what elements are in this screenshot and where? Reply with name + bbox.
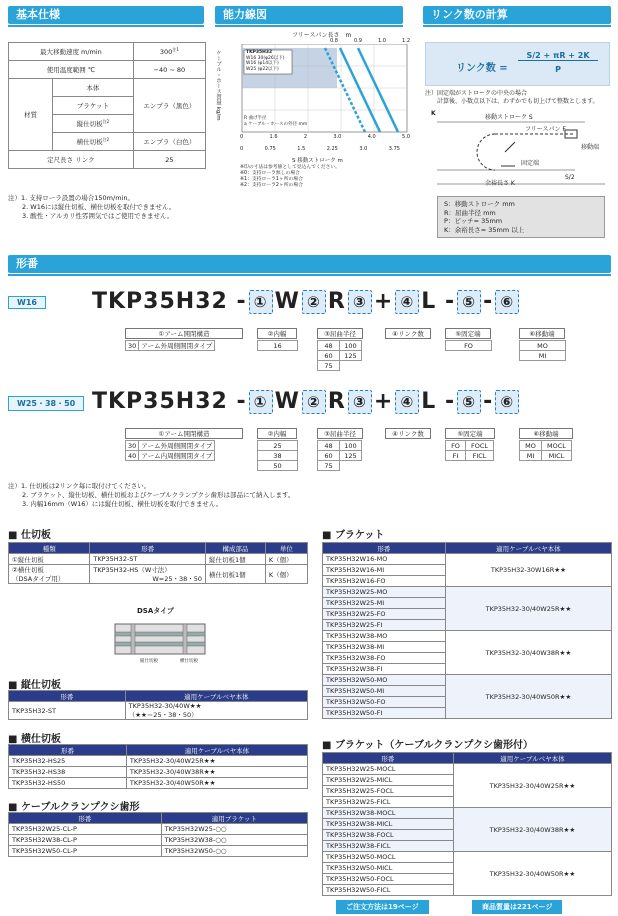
order-link[interactable]: ご注文方法は19ページ — [336, 900, 429, 914]
calc-move-label: 移動端 — [581, 144, 600, 151]
calc-span-label: フリースパン F — [525, 126, 566, 133]
chart-top-label: フリースパン長さ m — [292, 32, 352, 39]
calc-diagram-svg — [425, 110, 613, 194]
calc-k-label: 余裕長さ K — [485, 180, 515, 187]
chart-x-ticks: 0 1.6 2 3.0 4.0 5.0 — [240, 134, 410, 140]
w25-tag: W25・38・50 — [8, 396, 84, 411]
table-row — [323, 554, 612, 565]
spec-label: ブラケット — [53, 97, 134, 115]
part-number-cell: TKP35H32W38-MO — [323, 631, 446, 642]
table-row — [323, 675, 612, 686]
w25-opt6-header: ⑥移動端 — [519, 428, 573, 439]
applicable-body-cell: TKP35H32-30/40W50R★★ — [453, 852, 611, 896]
clamp-table: 形番 適用ブラケット TKP35H32W25-CL-P TKP35H32W25-○○ TKP35H32W38-CL-P TKP35H32W38-○○ TKP35H32W50-CL-P TKP35H32W50-○○ — [8, 812, 308, 857]
spec-value: エンプラ（白色） — [133, 133, 205, 151]
w16-opt3-header: ③屈曲半径 — [317, 328, 363, 339]
w25-opt4-header: ④リンク数 — [385, 428, 431, 439]
spec-material-label: 材質 — [9, 79, 53, 151]
part-number-cell: TKP35H32W50-MICL — [323, 863, 454, 874]
part-number-cell: TKP35H32W25-FOCL — [323, 786, 454, 797]
chart-notes: ※印の寸法は参考値として見込んでください。 ※0：支持ローラ無しの場合 ※1：支持ローラ1ヶ所の場合 ※2：支持ローラ2ヶ所の場合 — [240, 165, 340, 188]
w25-opt3-header: ③屈曲半径 — [317, 428, 363, 439]
w16-opt2-table: 16 — [257, 340, 298, 351]
chart-ylabel: ケーブル・ホース質量 kg/m — [215, 50, 221, 121]
dsa-label: DSAタイプ — [137, 607, 174, 615]
w16-opt1-table: 30 アーム外周側開閉タイプ — [125, 340, 215, 351]
spec-notes: 注）1. 支持ローラ設置の場合150m/min。 2. W16には縦仕切板、横仕切板を取付できません。 3. 酸性・アルカリ性雰囲気ではご使用できません。 — [8, 194, 176, 220]
part-number-cell: TKP35H32W38-FICL — [323, 841, 454, 852]
chart-legend: TKP35H32 W16 30(φ26以下) W16 (φ14以下) W25 (φ22以下) — [246, 50, 285, 72]
dsa-figure — [105, 618, 215, 668]
w16-model-code: TKP35H32 - ① W ② R ③ + ④ L - ⑤ - ⑥ — [92, 289, 521, 314]
capacity-header: 能力線図 — [215, 6, 403, 24]
model-notes: 注）1. 仕切板は2リンク毎に取付けてください。 2. ブラケット、縦仕切板、横仕切板およびケーブルクランプクシ歯形は部品にて納入します。 3. 内幅16mm（W16）には縦仕切板、横仕切板を取付できません。 — [8, 482, 295, 508]
formula-box — [425, 42, 610, 86]
partition-table: 種類 形番 構成部品 単位 ①縦仕切板 TKP35H32-ST 縦仕切板1個 K（個） ②横仕切板 （DSAタイプ用） TKP35H32-HS（W寸法） W=25・38・50 横仕切板1個 K（個） — [8, 542, 308, 584]
w16-opt5-header: ⑤固定端 — [445, 328, 491, 339]
bracket-table: 形番 適用ケーブルベヤ本体 TKP35H32W16-MO TKP35H32-30W16R★★ TKP35H32W16-MI TKP35H32W16-FO TKP35H32W25-MO TKP35H32-30/40W25R★★ TKP35H32W25-MI TKP35H32W25-FO TKP35H32W25-FI TKP35H32W38-MO TKP35H32-30/40W38R★★ TKP35H32W38-MI TKP35H32W38-FO TKP35H32W38-FI TKP35H32W50-MO TKP35H32-30/40W50R★★ TKP35H32W50-MI TKP35H32W50-FO TKP35H32W50-FI — [322, 542, 612, 719]
w16-opt6-header: ⑥移動端 — [519, 328, 565, 339]
capacity-chart — [212, 30, 412, 200]
part-number-cell: TKP35H32W25-MICL — [323, 775, 454, 786]
w16-opt4-header: ④リンク数 — [385, 328, 431, 339]
table-row — [323, 764, 612, 775]
chart-x-ticks-2: 0 0.75 1.5 2.25 3.0 3.75 — [240, 146, 400, 152]
spec-label: 本体 — [53, 79, 134, 97]
spec-header: 基本仕様 — [8, 6, 204, 24]
applicable-body-cell: TKP35H32-30/40W38R★★ — [453, 808, 611, 852]
part-number-cell: TKP35H32W38-FI — [323, 664, 446, 675]
part-number-cell: TKP35H32W25-MO — [323, 587, 446, 598]
applicable-body-cell: TKP35H32-30W16R★★ — [445, 554, 611, 587]
calc-header: リンク数の計算 — [423, 6, 611, 24]
dsa-fig-label-1: 縦仕切板 — [140, 659, 158, 664]
weight-link[interactable]: 商品質量は221ページ — [472, 900, 562, 914]
w25-options — [125, 428, 605, 478]
w25-opt1-header: ①アーム開閉構造 — [125, 428, 243, 439]
w25-model-code: TKP35H32 - ① W ② R ③ + ④ L - ⑤ - ⑥ — [92, 389, 521, 414]
w25-opt3-table: 48 100 60 125 75 — [317, 440, 362, 471]
chart-top-ticks: 0.8 0.9 1.0 1.2 — [330, 38, 410, 44]
formula-numer: S/2 + πR + 2K — [518, 51, 598, 61]
part-number-cell: TKP35H32W50-FICL — [323, 885, 454, 896]
formula-lhs: リンク数 = — [456, 63, 508, 74]
part-number-cell: TKP35H32W25-FI — [323, 620, 446, 631]
applicable-body-cell: TKP35H32-30/40W25R★★ — [453, 764, 611, 808]
spec-label: 定尺長さ リンク — [9, 151, 134, 169]
part-number-cell: TKP35H32W38-MI — [323, 642, 446, 653]
part-number-cell: TKP35H32W50-MI — [323, 686, 446, 697]
part-number-cell: TKP35H32W50-FO — [323, 697, 446, 708]
w25-opt2-table: 25 38 50 — [257, 440, 298, 471]
vpart-table: 形番 適用ケーブルベヤ本体 TKP35H32-ST TKP35H32-30/40W★★ （★★＝25・38・50） — [8, 690, 308, 720]
spec-label: 横仕切板$^{注2}$ — [53, 133, 134, 151]
w16-options — [125, 328, 595, 378]
applicable-body-cell: TKP35H32-30/40W38R★★ — [445, 631, 611, 675]
part-number-cell: TKP35H32W38-MOCL — [323, 808, 454, 819]
part-number-cell: TKP35H32W50-FOCL — [323, 874, 454, 885]
table-row — [323, 587, 612, 598]
table-row — [323, 808, 612, 819]
spec-label: 最大移動速度 m/min — [9, 43, 134, 61]
spec-value: 300$^{注1}$ — [133, 43, 205, 61]
chart-xlabel: S 移動ストローク m — [292, 158, 343, 164]
bracket2-table: 形番 適用ケーブルベヤ本体 TKP35H32W25-MOCL TKP35H32-30/40W25R★★ TKP35H32W25-MICL TKP35H32W25-FOCL TKP35H32W25-FICL TKP35H32W38-MOCL TKP35H32-30/40W38R★★ TKP35H32W38-MICL TKP35H32W38-FOCL TKP35H32W38-FICL TKP35H32W50-MOCL TKP35H32-30/40W50R★★ TKP35H32W50-MICL TKP35H32W50-FOCL TKP35H32W50-FICL — [322, 752, 612, 896]
partition-title: ■ 仕切板 — [8, 526, 51, 541]
table-row — [323, 852, 612, 863]
spec-value: −40 ∼ 80 — [133, 61, 205, 79]
hpart-table: 形番 適用ケーブルベヤ本体 TKP35H32-HS25 TKP35H32-30/40W25R★★ TKP35H32-HS38 TKP35H32-30/40W38R★★ TKP35H32-HS50 TKP35H32-30/40W50R★★ — [8, 744, 308, 789]
part-number-cell: TKP35H32W50-MOCL — [323, 852, 454, 863]
formula-denom: P — [555, 65, 561, 74]
w25-opt5-table: FO FOCL FI FICL — [445, 440, 494, 461]
spec-table — [8, 42, 206, 169]
calc-half-label: S/2 — [565, 174, 575, 181]
part-number-cell: TKP35H32W25-MOCL — [323, 764, 454, 775]
applicable-body-cell: TKP35H32-30/40W25R★★ — [445, 587, 611, 631]
spec-value: 25 — [133, 151, 205, 169]
part-number-cell: TKP35H32W25-FICL — [323, 797, 454, 808]
model-header: 形番 — [8, 255, 611, 273]
spec-label: 縦仕切板$^{注2}$ — [53, 115, 134, 133]
w16-tag: W16 — [8, 296, 46, 309]
part-number-cell: TKP35H32W16-FO — [323, 576, 446, 587]
calc-k-top: K — [431, 110, 436, 117]
calc-notes: 注）固定端がストロークの中央の場合 計算後、小数点以下は、わずかでも切上げて整数とします。 — [425, 90, 599, 105]
part-number-cell: TKP35H32W25-FO — [323, 609, 446, 620]
bracket-title: ■ ブラケット — [322, 526, 384, 541]
part-number-cell: TKP35H32W50-MO — [323, 675, 446, 686]
part-number-cell: TKP35H32W16-MI — [323, 565, 446, 576]
w16-opt5-table: FO — [445, 340, 492, 351]
calc-legend: S：移動ストローク mm R：屈曲半径 mm P：ピッチ= 35mm K：余裕長さ= 35mm 以上 — [437, 196, 605, 238]
hpart-title: ■ 横仕切板 — [8, 730, 61, 745]
part-number-cell: TKP35H32W25-MI — [323, 598, 446, 609]
w16-opt2-header: ②内幅 — [257, 328, 297, 339]
w25-opt5-header: ⑤固定端 — [445, 428, 495, 439]
w25-opt1-table: 30 アーム外周側開閉タイプ 40 アーム内周側開閉タイプ — [125, 440, 215, 461]
bracket2-title: ■ ブラケット（ケーブルクランプクシ歯形付） — [322, 736, 533, 751]
part-number-cell: TKP35H32W38-FOCL — [323, 830, 454, 841]
w25-opt6-table: MO MOCL MI MICL — [519, 440, 572, 461]
clamp-title: ■ ケーブルクランプクシ歯形 — [8, 798, 140, 813]
table-row — [323, 631, 612, 642]
vpart-title: ■ 縦仕切板 — [8, 676, 61, 691]
spec-value: エンプラ（黒色） — [133, 79, 205, 133]
spec-label: 使用温度範囲 ℃ — [9, 61, 134, 79]
calc-fixed-label: 固定端 — [521, 160, 540, 167]
part-number-cell: TKP35H32W38-MICL — [323, 819, 454, 830]
dsa-fig-label-2: 横仕切板 — [180, 659, 198, 664]
part-number-cell: TKP35H32W38-FO — [323, 653, 446, 664]
w25-opt2-header: ②内幅 — [257, 428, 297, 439]
w16-opt6-table: MO MI — [519, 340, 566, 361]
applicable-body-cell: TKP35H32-30/40W50R★★ — [445, 675, 611, 719]
w16-opt3-table: 48 100 60 125 75 — [317, 340, 362, 371]
calc-stroke-label: 移動ストローク S — [485, 114, 533, 121]
part-number-cell: TKP35H32W50-FI — [323, 708, 446, 719]
calc-diagram — [425, 110, 613, 194]
part-number-cell: TKP35H32W16-MO — [323, 554, 446, 565]
w16-opt1-header: ①アーム開閉構造 — [125, 328, 243, 339]
chart-legend2: R 曲げ半径 a ケーブル・ホースの外径 mm — [244, 116, 308, 127]
